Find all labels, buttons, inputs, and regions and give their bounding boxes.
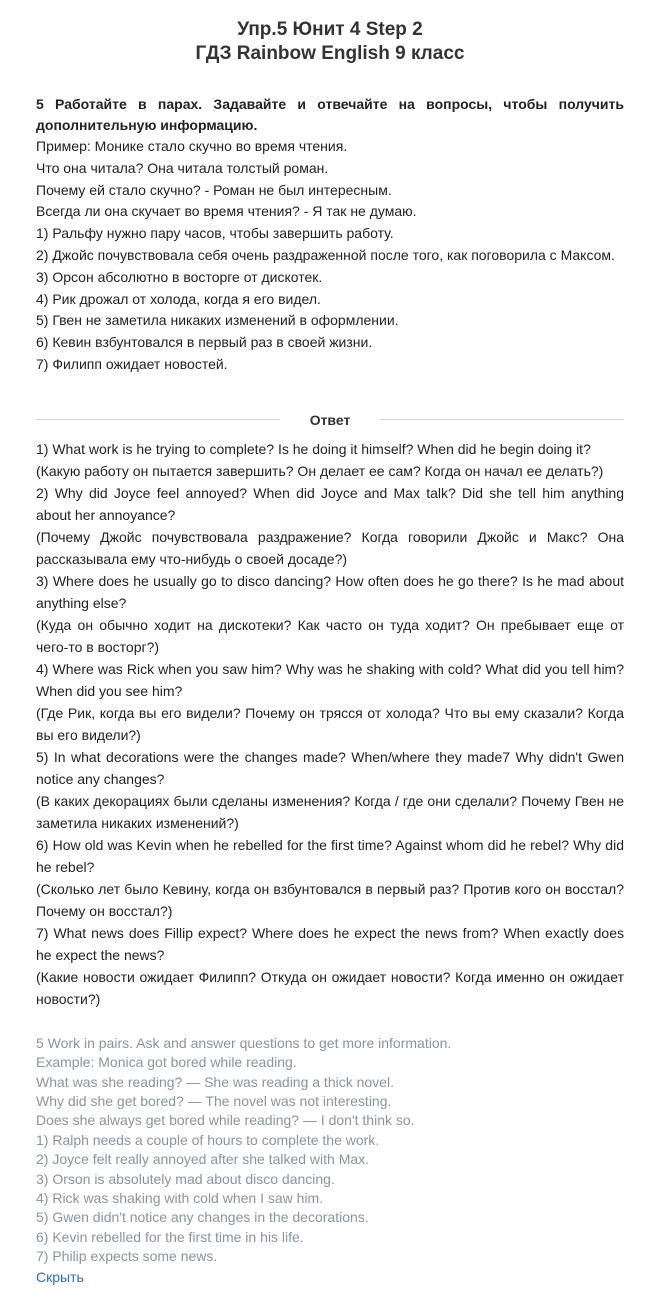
original-line: Example: Monica got bored while reading. xyxy=(36,1054,297,1071)
original-line: Does she always get bored while reading? — I don't think so. xyxy=(36,1112,415,1129)
task-lines xyxy=(36,136,624,376)
task-line: 3) Орсон абсолютно в восторге от дискотек. xyxy=(36,268,323,285)
task-section xyxy=(36,94,624,376)
page-title xyxy=(36,18,624,66)
original-line: 7) Philip expects some news. xyxy=(36,1248,218,1265)
answer-translation: (Куда он обычно ходит на дискотеки? Как часто он туда ходит? Он пребывает еще от чего-то в восторг?) xyxy=(36,616,624,655)
task-line: 5) Гвен не заметила никаких изменений в оформлении. xyxy=(36,312,399,329)
answer-translation: (Почему Джойс почувствовала раздражение? Когда говорили Джойс и Макс? Она рассказывала ему что-нибудь о своей досаде?) xyxy=(36,528,624,567)
original-line: 5 Work in pairs. Ask and answer questions to get more information. xyxy=(36,1034,452,1051)
task-line: Почему ей стало скучно? - Роман не был интересным. xyxy=(36,181,392,198)
original-line: Why did she get bored? — The novel was not interesting. xyxy=(36,1092,392,1109)
answer-line: 3) Where does he usually go to disco dancing? How often does he go there? Is he mad about anything else? xyxy=(36,572,624,611)
answer-line: 5) In what decorations were the changes made? When/where they made7 Why didn't Gwen notice any changes? xyxy=(36,748,624,787)
answer-line: 4) Where was Rick when you saw him? Why was he shaking with cold? What did you tell him? When did you see him? xyxy=(36,660,624,699)
task-heading: 5 Работайте в парах. Задавайте и отвечайте на вопросы, чтобы получить дополнительную информацию. xyxy=(36,96,624,133)
original-line: 5) Gwen didn't notice any changes in the decorations. xyxy=(36,1209,369,1226)
task-line: Что она читала? Она читала толстый роман. xyxy=(36,159,329,176)
answer-translation: (Какую работу он пытается завершить? Он делает ее сам? Когда он начал ее делать?) xyxy=(36,462,604,479)
task-line: 7) Филипп ожидает новостей. xyxy=(36,355,228,372)
page-title-line-1: Упр.5 Юнит 4 Step 2 xyxy=(237,19,423,40)
original-line: 3) Orson is absolutely mad about disco dancing. xyxy=(36,1170,335,1187)
original-line: 1) Ralph needs a couple of hours to complete the work. xyxy=(36,1131,380,1148)
original-text-section xyxy=(36,1034,624,1287)
task-line: Всегда ли она скучает во время чтения? - Я так не думаю. xyxy=(36,203,417,220)
hide-link[interactable]: Скрыть xyxy=(36,1268,84,1285)
page-title-line-2: ГДЗ Rainbow English 9 класс xyxy=(195,43,465,64)
answer-line: 1) What work is he trying to complete? Is he doing it himself? When did he begin doing it? xyxy=(36,440,591,457)
original-line: 4) Rick was shaking with cold when I saw him. xyxy=(36,1190,324,1207)
original-line: 2) Joyce felt really annoyed after she talked with Max. xyxy=(36,1151,370,1168)
original-line: What was she reading? — She was reading a thick novel. xyxy=(36,1073,394,1090)
answers-section xyxy=(36,438,624,1010)
task-line: Пример: Монике стало скучно во время чтения. xyxy=(36,138,348,154)
answer-translation: (Какие новости ожидает Филипп? Откуда он ожидает новости? Когда именно он ожидает новости?) xyxy=(36,968,624,1007)
answer-translation: (Сколько лет было Кевину, когда он взбунтовался в первый раз? Против кого он восстал? Почему он восстал?) xyxy=(36,880,624,919)
answer-translation: (В каких декорациях были сделаны изменения? Когда / где они сделали? Почему Гвен не заметила никаких изменений?) xyxy=(36,792,624,831)
original-line: 6) Kevin rebelled for the first time in his life. xyxy=(36,1228,304,1245)
answer-line: 7) What news does Fillip expect? Where does he expect the news from? When exactly does he expect the news? xyxy=(36,924,624,963)
task-line: 2) Джойс почувствовала себя очень раздраженной после того, как поговорила с Максом. xyxy=(36,246,615,263)
task-line: 6) Кевин взбунтовался в первый раз в своей жизни. xyxy=(36,334,373,351)
answer-line: 2) Why did Joyce feel annoyed? When did Joyce and Max talk? Did she tell him anything about her annoyance? xyxy=(36,484,624,523)
answer-divider xyxy=(36,412,624,428)
divider-rule-left xyxy=(36,419,280,420)
answer-line: 6) How old was Kevin when he rebelled for the first time? Against whom did he rebel? Why did he rebel? xyxy=(36,836,624,875)
task-line: 1) Ральфу нужно пару часов, чтобы завершить работу. xyxy=(36,225,394,242)
divider-rule-right xyxy=(380,419,624,420)
answer-label: Ответ xyxy=(309,411,351,428)
answer-translation: (Где Рик, когда вы его видели? Почему он трясся от холода? Что вы ему сказали? Когда вы его видели?) xyxy=(36,704,624,743)
task-line: 4) Рик дрожал от холода, когда я его видел. xyxy=(36,290,321,307)
